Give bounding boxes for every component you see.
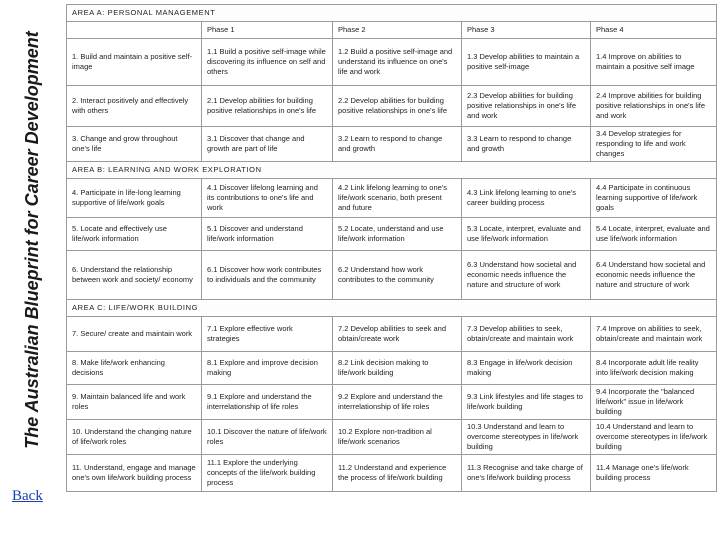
phase-cell: 5.3 Locate, interpret, evaluate and use life/work information (462, 218, 591, 251)
outcome-cell: 9. Maintain balanced life and work roles (67, 385, 202, 420)
outcome-cell: 4. Participate in life-long learning supportive of life/work goals (67, 179, 202, 218)
outcome-cell: 1. Build and maintain a positive self-image (67, 39, 202, 86)
phase-header-blank (67, 22, 202, 39)
table-row (67, 251, 717, 300)
side-title (2, 0, 62, 480)
outcome-cell: 8. Make life/work enhancing decisions (67, 352, 202, 385)
back-link[interactable]: Back (12, 488, 43, 504)
phase-cell: 3.2 Learn to respond to change and growth (333, 127, 462, 162)
phase-cell: 2.3 Develop abilities for building positive relationships in one's life and work (462, 86, 591, 127)
outcome-cell: 11. Understand, engage and manage one's own life/work building process (67, 455, 202, 492)
phase-cell: 9.3 Link lifestyles and life stages to life/work building (462, 385, 591, 420)
phase-cell: 6.3 Understand how societal and economic needs influence the nature and structure of work (462, 251, 591, 300)
phase-cell: 7.1 Explore effective work strategies (202, 317, 333, 352)
phase-cell: 5.4 Locate, interpret, evaluate and use life/work information (591, 218, 717, 251)
phase-cell: 10.2 Explore non-tradition al life/work scenarios (333, 420, 462, 455)
outcome-cell: 6. Understand the relationship between work and society/ economy (67, 251, 202, 300)
phase-cell: 2.2 Develop abilities for building positive relationships in one's life (333, 86, 462, 127)
phase-cell: 3.3 Learn to respond to change and growth (462, 127, 591, 162)
phase-cell: 8.2 Link decision making to life/work building (333, 352, 462, 385)
area-a-title: AREA A: PERSONAL MANAGEMENT (67, 5, 717, 22)
phase-cell: 4.4 Participate in continuous learning supportive of life/work goals (591, 179, 717, 218)
area-b-title: AREA B: LEARNING AND WORK EXPLORATION (67, 162, 717, 179)
phase-cell: 2.1 Develop abilities for building positive relationships in one's life (202, 86, 333, 127)
phase-2-header: Phase 2 (333, 22, 462, 39)
phase-cell: 6.4 Understand how societal and economic needs influence the nature and structure of work (591, 251, 717, 300)
phase-cell: 8.3 Engage in life/work decision making (462, 352, 591, 385)
phase-cell: 7.2 Develop abilities to seek and obtain/create work (333, 317, 462, 352)
outcome-cell: 7. Secure/ create and maintain work (67, 317, 202, 352)
phase-cell: 8.4 Incorporate adult life reality into life/work decision making (591, 352, 717, 385)
outcome-cell: 2. Interact positively and effectively with others (67, 86, 202, 127)
table-row (67, 455, 717, 492)
phase-cell: 1.4 Improve on abilities to maintain a positive self image (591, 39, 717, 86)
phase-cell: 1.3 Develop abilities to maintain a positive self-image (462, 39, 591, 86)
phase-cell: 10.4 Understand and learn to overcome stereotypes in life/work building (591, 420, 717, 455)
phase-cell: 8.1 Explore and improve decision making (202, 352, 333, 385)
phase-cell: 9.2 Explore and understand the interrelationship of life roles (333, 385, 462, 420)
area-c-title: AREA C: LIFE/WORK BUILDING (67, 300, 717, 317)
phase-cell: 3.4 Develop strategies for responding to life and work changes (591, 127, 717, 162)
table-row (67, 127, 717, 162)
phase-cell: 11.1 Explore the underlying concepts of the life/work building process (202, 455, 333, 492)
blueprint-table (66, 4, 717, 492)
table-row (67, 218, 717, 251)
phase-cell: 9.4 Incorporate the "balanced life/work" issue in life/work building (591, 385, 717, 420)
phase-cell: 1.1 Build a positive self-image while discovering its influence on self and others (202, 39, 333, 86)
table-row (67, 317, 717, 352)
phase-cell: 10.1 Discover the nature of life/work roles (202, 420, 333, 455)
table-row (67, 86, 717, 127)
outcome-cell: 10. Understand the changing nature of life/work roles (67, 420, 202, 455)
phase-cell: 11.4 Manage one's life/work building process (591, 455, 717, 492)
side-title-text: The Australian Blueprint for Career Development (22, 31, 42, 449)
outcome-cell: 3. Change and grow throughout one's life (67, 127, 202, 162)
phase-cell: 2.4 Improve abilities for building positive relationships in one's life and work (591, 86, 717, 127)
phase-cell: 5.1 Discover and understand life/work information (202, 218, 333, 251)
phase-cell: 4.1 Discover lifelong learning and its contributions to one's life and work (202, 179, 333, 218)
phase-4-header: Phase 4 (591, 22, 717, 39)
phase-cell: 11.2 Understand and experience the process of life/work building (333, 455, 462, 492)
table-row (67, 385, 717, 420)
phase-cell: 9.1 Explore and understand the interrelationship of life roles (202, 385, 333, 420)
phase-cell: 4.2 Link lifelong learning to one's life/work scenario, both present and future (333, 179, 462, 218)
phase-cell: 6.1 Discover how work contributes to individuals and the community (202, 251, 333, 300)
phase-3-header: Phase 3 (462, 22, 591, 39)
table-row (67, 352, 717, 385)
phase-cell: 3.1 Discover that change and growth are part of life (202, 127, 333, 162)
phase-cell: 1.2 Build a positive self-image and understand its influence on one's life and work (333, 39, 462, 86)
table-row (67, 420, 717, 455)
phase-cell: 7.4 Improve on abilities to seek, obtain/create and maintain work (591, 317, 717, 352)
phase-cell: 4.3 Link lifelong learning to one's career building process (462, 179, 591, 218)
table-row (67, 39, 717, 86)
phase-cell: 11.3 Recognise and take charge of one's life/work building process (462, 455, 591, 492)
table-row (67, 179, 717, 218)
phase-cell: 5.2 Locate, understand and use life/work information (333, 218, 462, 251)
outcome-cell: 5. Locate and effectively use life/work information (67, 218, 202, 251)
phase-1-header: Phase 1 (202, 22, 333, 39)
phase-cell: 7.3 Develop abilities to seek, obtain/create and maintain work (462, 317, 591, 352)
phase-cell: 6.2 Understand how work contributes to the community (333, 251, 462, 300)
phase-cell: 10.3 Understand and learn to overcome stereotypes in life/work building (462, 420, 591, 455)
